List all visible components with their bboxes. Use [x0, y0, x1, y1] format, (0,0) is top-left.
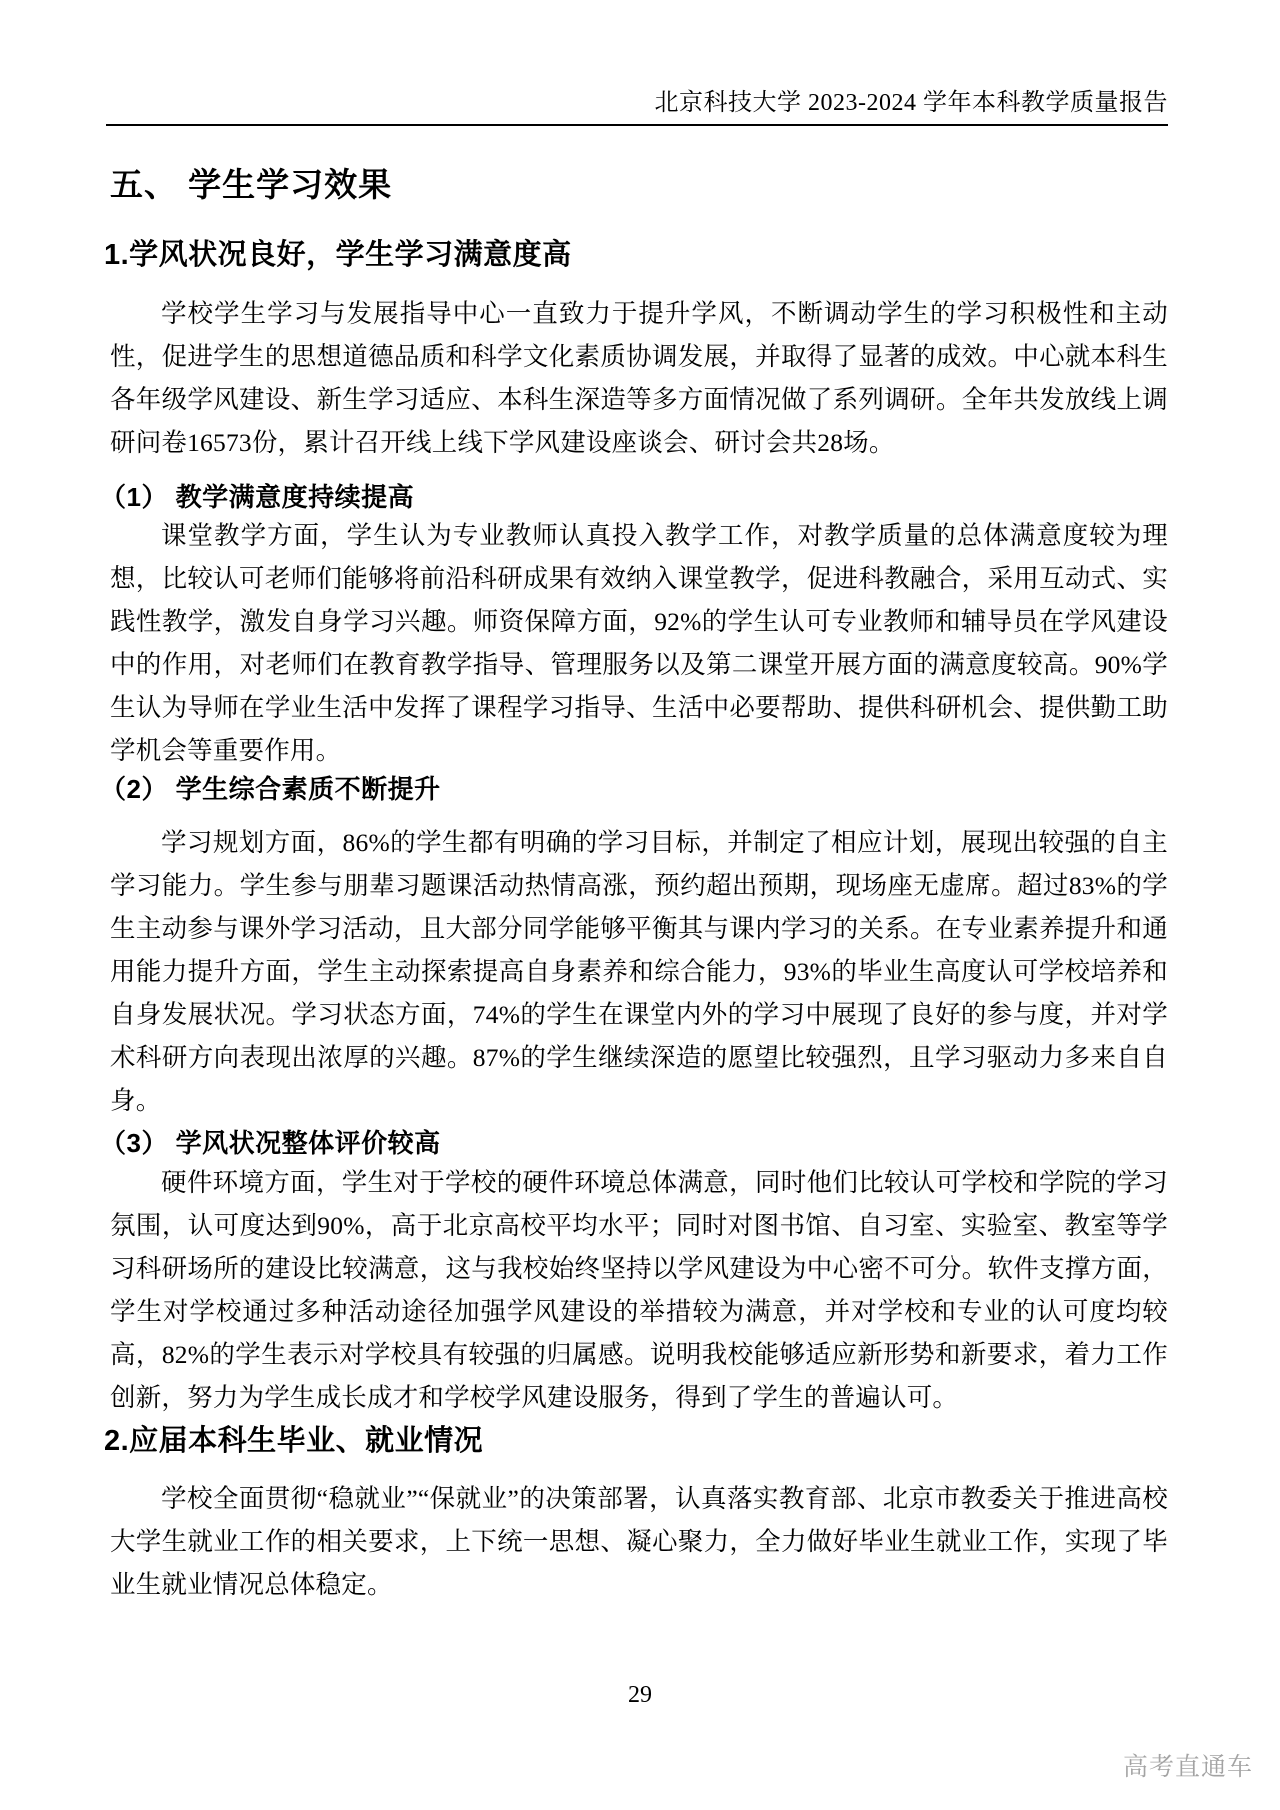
section1-intro-paragraph: 学校学生学习与发展指导中心一直致力于提升学风，不断调动学生的学习积极性和主动性，促进学生的思想道德品质和科学文化素质协调发展，并取得了显著的成效。中心就本科生各年级学风建设、新生学习适应、本科生深造等多方面情况做了系列调研。全年共发放线上调研问卷16573份，累计召开线上线下学风建设座谈会、研讨会共28场。 [110, 299, 1168, 457]
subsection1-heading: （1） 教学满意度持续提高 [100, 482, 415, 512]
chapter-title: 五、 学生学习效果 [110, 166, 393, 203]
subsection1-paragraph: 课堂教学方面，学生认为专业教师认真投入教学工作，对教学质量的总体满意度较为理想，比较认可老师们能够将前沿科研成果有效纳入课堂教学，促进科教融合，采用互动式、实践性教学，激发自身学习兴趣。师资保障方面，92%的学生认可专业教师和辅导员在学风建设中的作用，对老师们在教育教学指导、管理服务以及第二课堂开展方面的满意度较高。90%学生认为导师在学业生活中发挥了课程学习指导、生活中必要帮助、提供科研机会、提供勤工助学机会等重要作用。 [110, 521, 1168, 765]
subsection3-paragraph: 硬件环境方面，学生对于学校的硬件环境总体满意，同时他们比较认可学校和学院的学习氛围，认可度达到90%，高于北京高校平均水平；同时对图书馆、自习室、实验室、教室等学习科研场所的建设比较满意，这与我校始终坚持以学风建设为中心密不可分。软件支撑方面，学生对学校通过多种活动途径加强学风建设的举措较为满意，并对学校和专业的认可度均较高，82%的学生表示对学校具有较强的归属感。说明我校能够适应新形势和新要求，着力工作创新，努力为学生成长成才和学校学风建设服务，得到了学生的普遍认可。 [110, 1168, 1168, 1412]
subsection2-heading: （2） 学生综合素质不断提升 [100, 774, 441, 804]
running-header: 北京科技大学 2023-2024 学年本科教学质量报告 [654, 90, 1168, 116]
watermark: 高考直通车 [1122, 1753, 1253, 1781]
section2-paragraph: 学校全面贯彻“稳就业”“保就业”的决策部署，认真落实教育部、北京市教委关于推进高校大学生就业工作的相关要求，上下统一思想、凝心聚力，全力做好毕业生就业工作，实现了毕业生就业情况总体稳定。 [110, 1484, 1168, 1599]
section2-heading: 2.应届本科生毕业、就业情况 [104, 1425, 484, 1457]
section1-heading: 1.学风状况良好，学生学习满意度高 [104, 239, 572, 271]
subsection2-paragraph: 学习规划方面，86%的学生都有明确的学习目标，并制定了相应计划，展现出较强的自主学习能力。学生参与朋辈习题课活动热情高涨，预约超出预期，现场座无虚席。超过83%的学生主动参与课外学习活动，且大部分同学能够平衡其与课内学习的关系。在专业素养提升和通用能力提升方面，学生主动探索提高自身素养和综合能力，93%的毕业生高度认可学校培养和自身发展状况。学习状态方面，74%的学生在课堂内外的学习中展现了良好的参与度，并对学术科研方向表现出浓厚的兴趣。87%的学生继续深造的愿望比较强烈，且学习驱动力多来自自身。 [110, 828, 1168, 1115]
header-rule [106, 124, 1168, 126]
subsection3-heading: （3） 学风状况整体评价较高 [100, 1128, 441, 1158]
page-number: 29 [628, 1682, 652, 1708]
